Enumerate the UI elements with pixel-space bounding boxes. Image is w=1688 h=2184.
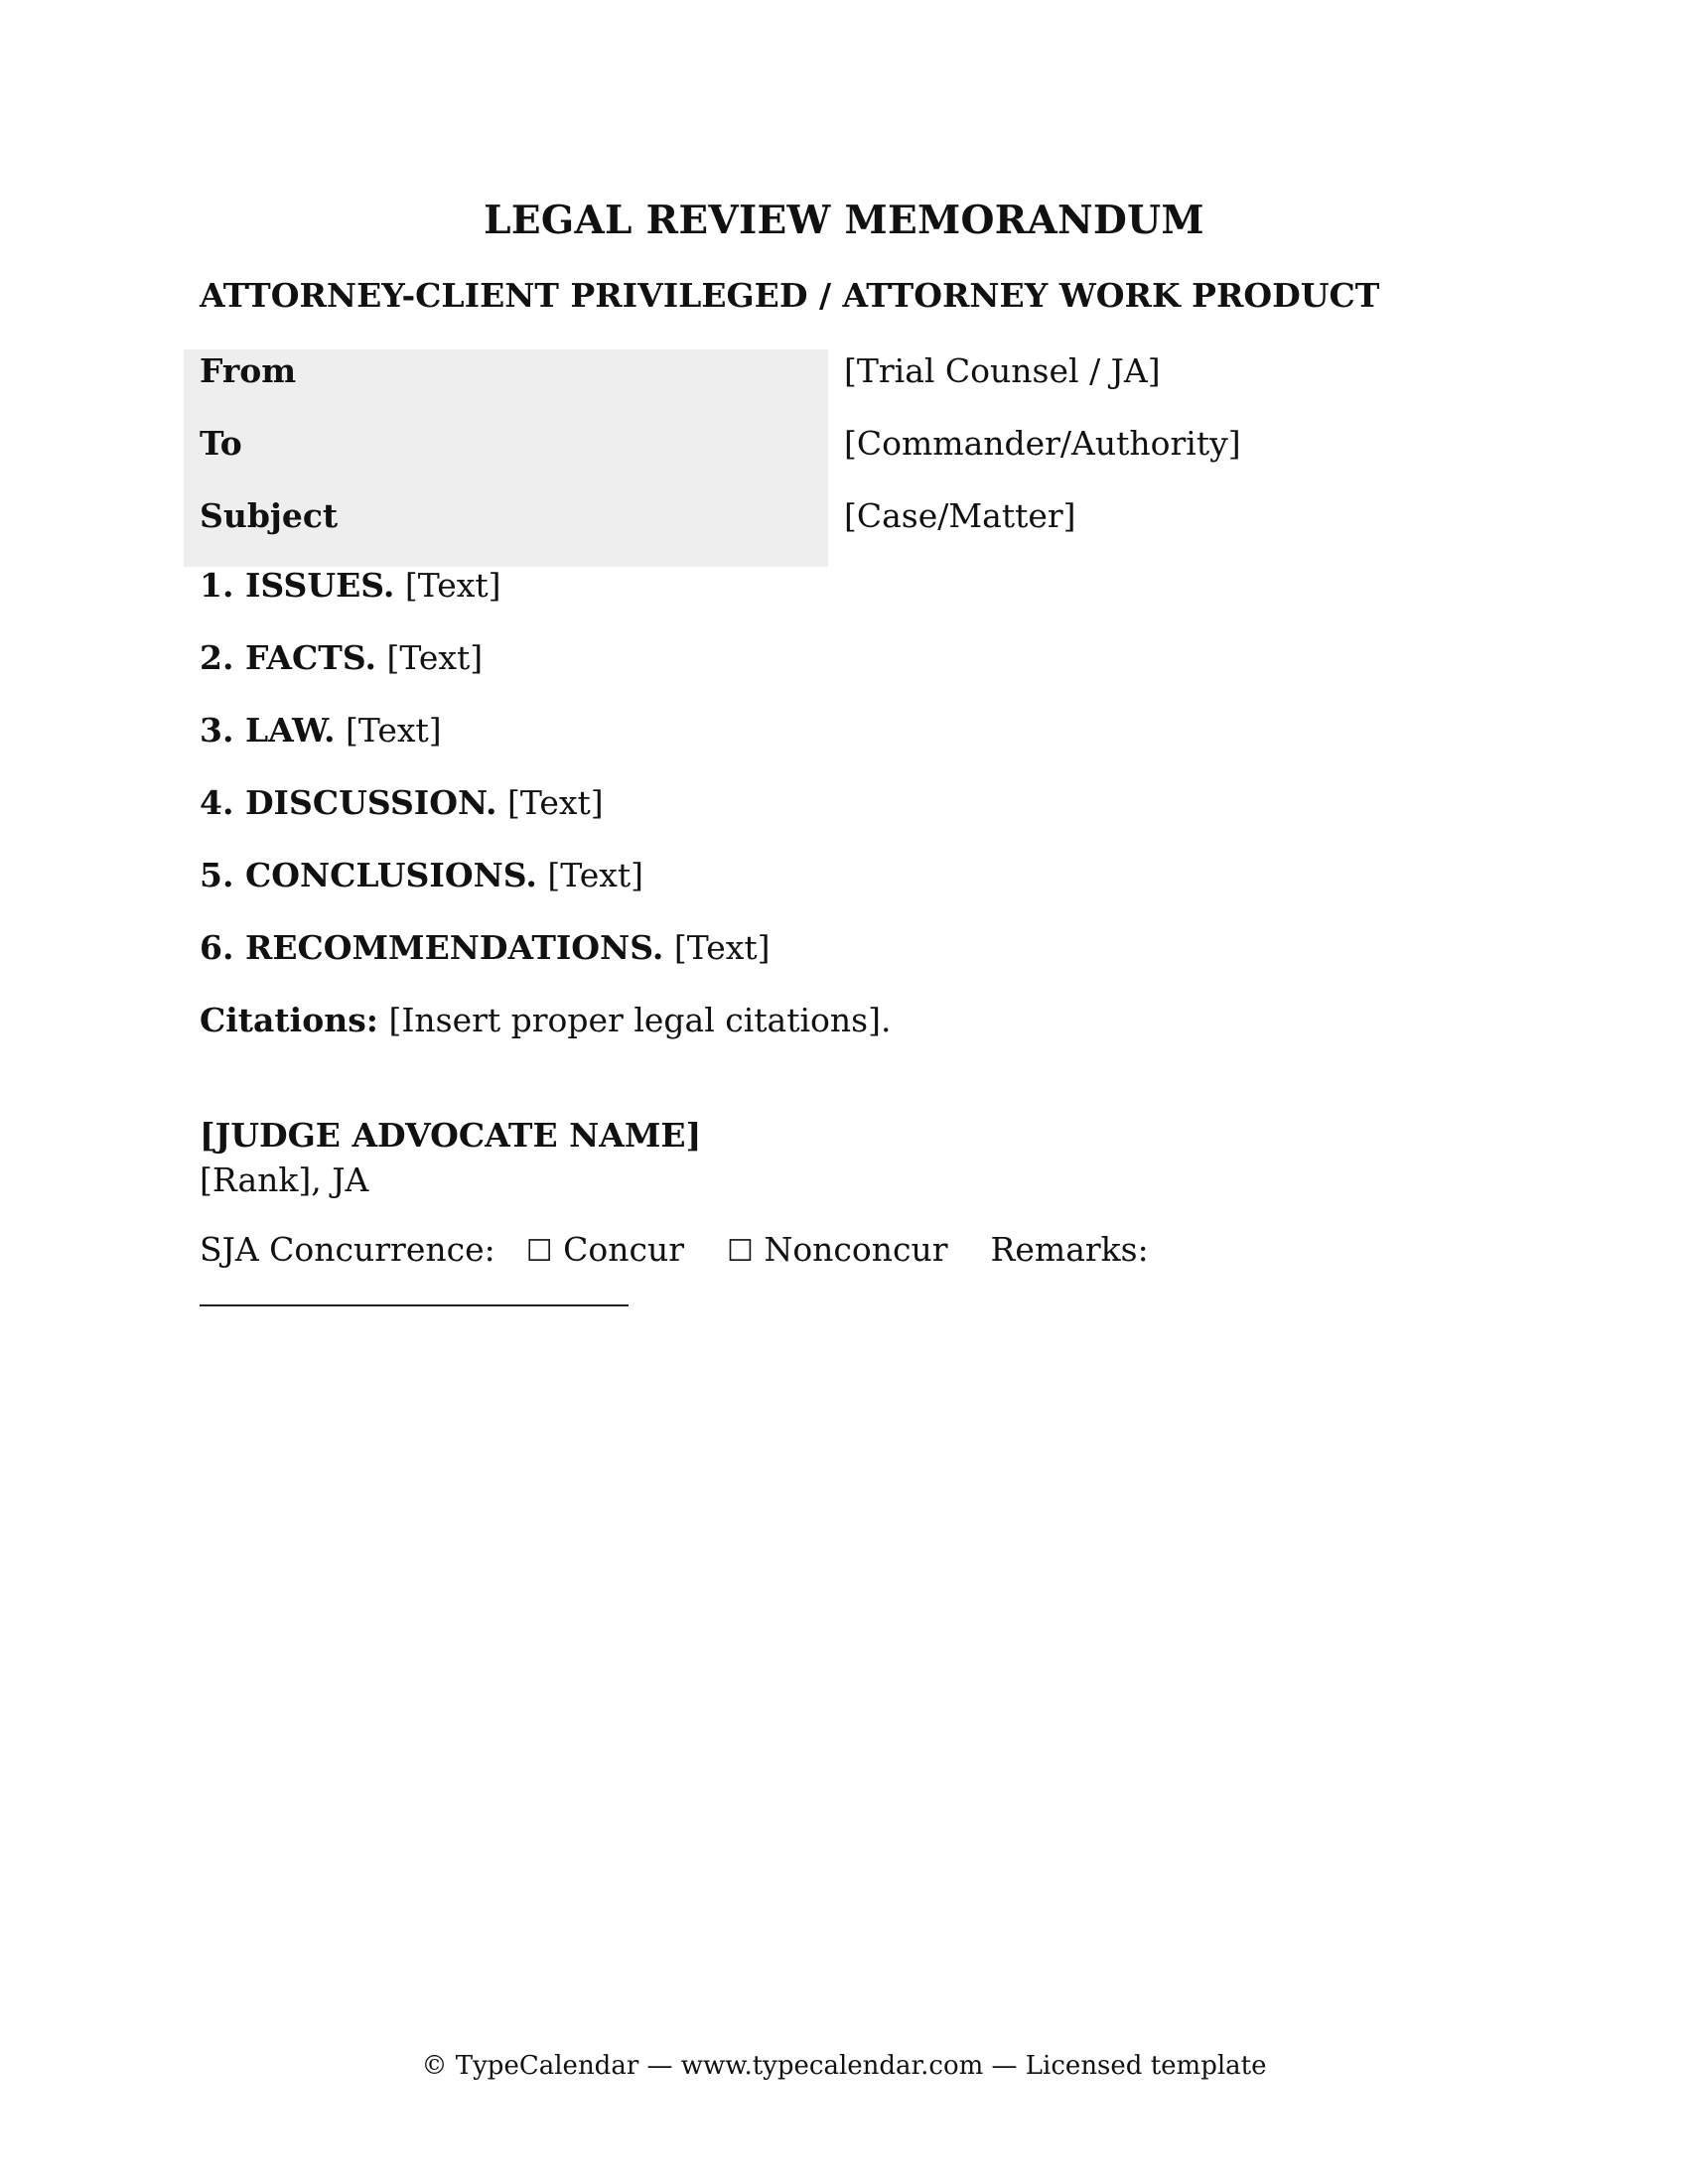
document-title: LEGAL REVIEW MEMORANDUM bbox=[484, 198, 1204, 243]
section-facts bbox=[200, 636, 891, 709]
concur-option-label: Concur bbox=[563, 1230, 685, 1269]
remarks-blank-line[interactable] bbox=[200, 1304, 629, 1306]
nonconcur-option-label: Nonconcur bbox=[764, 1230, 948, 1269]
section-heading: 3. LAW. bbox=[200, 711, 336, 750]
section-issues bbox=[200, 564, 891, 636]
header-row-subject bbox=[184, 494, 1460, 567]
section-body: [Text] bbox=[404, 566, 501, 605]
section-body: [Text] bbox=[386, 638, 484, 677]
header-row-from bbox=[184, 349, 1460, 422]
memo-sections bbox=[200, 564, 891, 1071]
section-heading: 1. ISSUES. bbox=[200, 566, 395, 605]
header-fields-table bbox=[184, 349, 1460, 567]
to-value: [Commander/Authority] bbox=[844, 424, 1241, 463]
signer-rank: [Rank], JA bbox=[200, 1160, 369, 1199]
from-label: From bbox=[184, 349, 828, 422]
header-row-to bbox=[184, 422, 1460, 494]
signature-block bbox=[200, 1113, 701, 1202]
section-heading: 2. FACTS. bbox=[200, 638, 377, 677]
from-value: [Trial Counsel / JA] bbox=[844, 351, 1161, 390]
concur-checkbox-icon[interactable]: ☐ bbox=[525, 1234, 553, 1269]
subject-value: [Case/Matter] bbox=[844, 496, 1076, 535]
concurrence-label: SJA Concurrence: bbox=[200, 1230, 495, 1269]
section-body: [Text] bbox=[346, 711, 442, 750]
citations-line bbox=[200, 999, 891, 1071]
footer-license: © TypeCalendar — www.typecalendar.com — Licensed template bbox=[421, 2051, 1267, 2081]
nonconcur-checkbox-icon[interactable]: ☐ bbox=[727, 1234, 754, 1269]
section-discussion bbox=[200, 781, 891, 854]
section-conclusions bbox=[200, 854, 891, 926]
to-label: To bbox=[184, 422, 828, 494]
citations-text: [Insert proper legal citations]. bbox=[388, 1001, 892, 1039]
privilege-notice: ATTORNEY-CLIENT PRIVILEGED / ATTORNEY WORK PRODUCT bbox=[200, 276, 1380, 315]
section-body: [Text] bbox=[547, 856, 643, 894]
section-body: [Text] bbox=[507, 783, 604, 822]
remarks-label: Remarks: bbox=[990, 1230, 1149, 1269]
subject-label: Subject bbox=[184, 494, 828, 567]
sja-concurrence bbox=[200, 1228, 1149, 1274]
section-heading: 5. CONCLUSIONS. bbox=[200, 856, 537, 894]
section-body: [Text] bbox=[673, 928, 771, 967]
section-heading: 6. RECOMMENDATIONS. bbox=[200, 928, 664, 967]
section-heading: 4. DISCUSSION. bbox=[200, 783, 497, 822]
citations-label: Citations: bbox=[200, 1001, 378, 1039]
signer-name: [JUDGE ADVOCATE NAME] bbox=[200, 1116, 702, 1155]
section-law bbox=[200, 709, 891, 781]
section-recommendations bbox=[200, 926, 891, 999]
